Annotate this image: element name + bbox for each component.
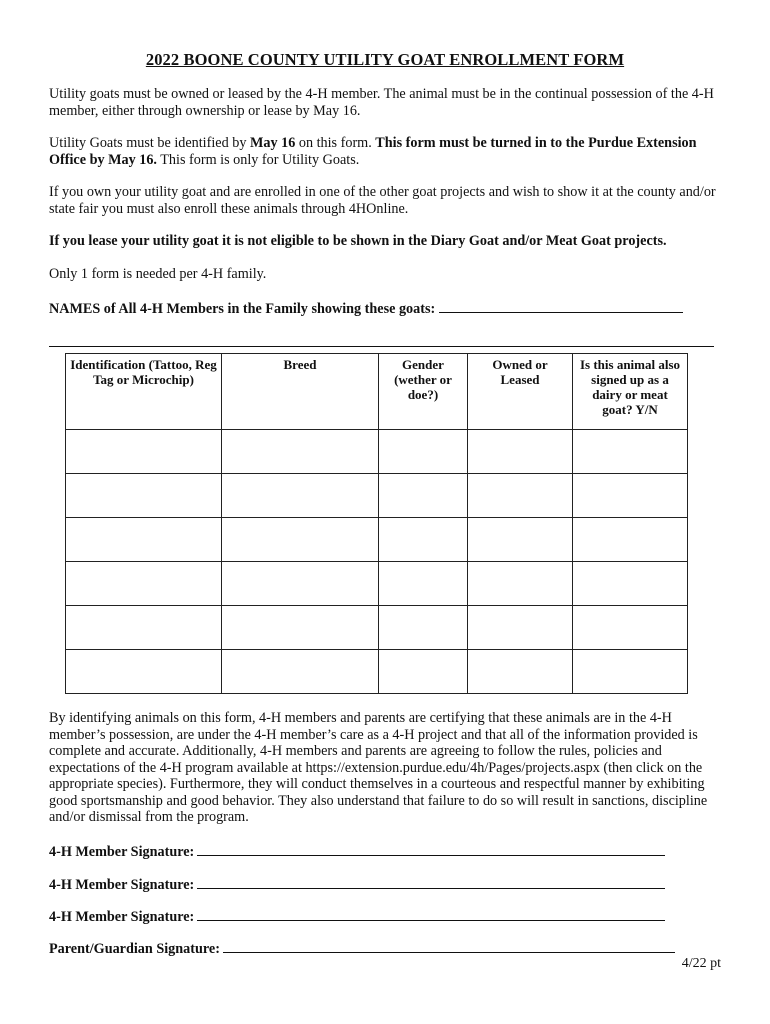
dairy-meat-cell[interactable]: [573, 474, 688, 518]
table-header-row: [66, 354, 688, 430]
owned-leased-cell[interactable]: [468, 562, 573, 606]
owned-leased-cell[interactable]: [468, 430, 573, 474]
breed-cell[interactable]: [222, 562, 379, 606]
form-title: 2022 BOONE COUNTY UTILITY GOAT ENROLLMENT FORM: [145, 50, 625, 69]
identification-text-1: Utility Goats must be identified by: [49, 135, 250, 151]
identification-cell[interactable]: [66, 562, 222, 606]
breed-cell[interactable]: [222, 518, 379, 562]
owned-leased-cell[interactable]: [468, 474, 573, 518]
names-field-line-2[interactable]: [49, 346, 714, 347]
table-row: [66, 562, 688, 606]
turn-in-notice: This form must be turned in to the Purdue Extension Office by May 16.: [49, 135, 697, 168]
member-signature-label: 4-H Member Signature:: [49, 909, 195, 925]
member-signature-field[interactable]: [197, 907, 665, 921]
member-signature-label: 4-H Member Signature:: [49, 877, 195, 893]
names-row: [49, 299, 721, 318]
member-signature-row-2: [49, 875, 665, 894]
dairy-meat-cell[interactable]: [573, 606, 688, 650]
identification-paragraph: [49, 135, 721, 168]
parent-signature-label: Parent/Guardian Signature:: [49, 941, 220, 957]
identification-text-2: on this form.: [295, 135, 376, 151]
breed-cell[interactable]: [222, 474, 379, 518]
revision-note: 4/22 pt: [681, 956, 721, 971]
ownership-paragraph: Utility goats must be owned or leased by the 4-H member. The animal must be in the continual possession of the 4-H member, either through ownership or lease by May 16.: [49, 86, 714, 119]
lease-notice: If you lease your utility goat it is not eligible to be shown in the Diary Goat and/or Meat Goat projects.: [49, 233, 667, 249]
enrollment-paragraph: If you own your utility goat and are enrolled in one of the other goat projects and wish to show it at the county and/or state fair you must also enroll these animals through 4HOnline.: [49, 184, 716, 217]
certification-paragraph: By identifying animals on this form, 4-H members and parents are certifying that these animals are in the 4-H member’s possession, are under the 4-H member’s care as a 4-H project and that all of the information provided is complete and accurate. Additionally, 4-H members and parents are agreeing to follow the rules, policies and expectations of the 4-H program available at https://extension.purdue.edu/4h/Pages/projects.aspx (then click on the appropriate species). Furthermore, they will conduct themselves in a courteous and respectful manner by exhibiting good sportsmanship and good behavior. They also understand that failure to do so will result in sanctions, discipline and/or dismissal from the program.: [49, 710, 708, 825]
header-breed: Breed: [222, 354, 379, 430]
identification-cell[interactable]: [66, 518, 222, 562]
owned-leased-cell[interactable]: [468, 650, 573, 694]
table-row: [66, 518, 688, 562]
table-row: [66, 474, 688, 518]
family-form-note: Only 1 form is needed per 4-H family.: [49, 266, 267, 282]
identification-cell[interactable]: [66, 474, 222, 518]
names-field[interactable]: [439, 299, 683, 313]
breed-cell[interactable]: [222, 430, 379, 474]
dairy-meat-cell[interactable]: [573, 650, 688, 694]
identification-cell[interactable]: [66, 606, 222, 650]
goat-table: [65, 353, 688, 694]
table-row: [66, 430, 688, 474]
header-identification: Identification (Tattoo, Reg Tag or Microchip): [66, 354, 222, 430]
gender-cell[interactable]: [379, 606, 468, 650]
member-signature-field[interactable]: [197, 842, 665, 856]
header-gender: Gender (wether or doe?): [379, 354, 468, 430]
identification-text-3: This form is only for Utility Goats.: [156, 151, 360, 168]
breed-cell[interactable]: [222, 650, 379, 694]
owned-leased-cell[interactable]: [468, 606, 573, 650]
identification-cell[interactable]: [66, 650, 222, 694]
dairy-meat-cell[interactable]: [573, 430, 688, 474]
gender-cell[interactable]: [379, 650, 468, 694]
parent-signature-row: [49, 939, 675, 958]
table-row: [66, 606, 688, 650]
header-owned-leased: Owned or Leased: [468, 354, 573, 430]
member-signature-field[interactable]: [197, 875, 665, 889]
header-dairy-meat: Is this animal also signed up as a dairy or meat goat? Y/N: [573, 354, 688, 430]
gender-cell[interactable]: [379, 474, 468, 518]
breed-cell[interactable]: [222, 606, 379, 650]
dairy-meat-cell[interactable]: [573, 518, 688, 562]
member-signature-row-3: [49, 907, 665, 926]
member-signature-label: 4-H Member Signature:: [49, 844, 195, 860]
gender-cell[interactable]: [379, 518, 468, 562]
dairy-meat-cell[interactable]: [573, 562, 688, 606]
parent-signature-field[interactable]: [223, 939, 675, 953]
deadline-date: May 16: [249, 135, 296, 151]
member-signature-row-1: [49, 842, 665, 861]
owned-leased-cell[interactable]: [468, 518, 573, 562]
names-label: NAMES of All 4-H Members in the Family showing these goats:: [49, 301, 436, 317]
gender-cell[interactable]: [379, 430, 468, 474]
table-row: [66, 650, 688, 694]
gender-cell[interactable]: [379, 562, 468, 606]
identification-cell[interactable]: [66, 430, 222, 474]
